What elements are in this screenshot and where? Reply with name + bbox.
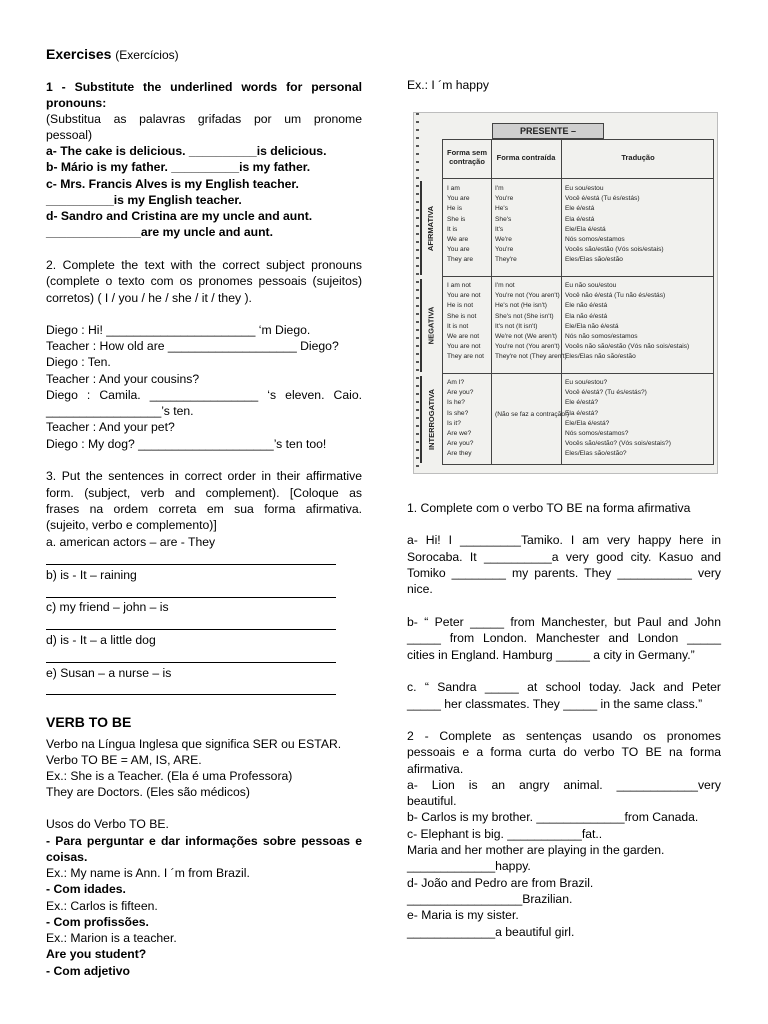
- table-cell: (Não se faz a contração.): [495, 411, 570, 418]
- right-ex1-item-a: a- Hi! I _________Tamiko. I am very happy here in: [407, 533, 721, 547]
- ex3-item-a: a. american actors – are - They: [46, 535, 216, 549]
- ex2-dialogue-line: Teacher : And your pet?: [46, 420, 175, 434]
- verb-usage: Are you student?: [46, 947, 147, 961]
- ex2-dialogue-line: Diego : Camila. ________________ ‘s eleven. Caio.: [46, 388, 362, 402]
- table-cell: I'm You're He's She's It's We're You're They're: [495, 185, 517, 264]
- ex2-dialogue-line: Diego : Hi! ______________________ ‘m Diego.: [46, 323, 311, 337]
- ex2-dialogue-line: _________________’s ten.: [46, 404, 194, 418]
- right-ex1-item-b: cities in England. Hamburg _____ a city in Germany.”: [407, 648, 695, 662]
- ex1-item-a: a- The cake is delicious. __________is delicious.: [46, 144, 327, 158]
- ex1-item-d: ______________are my uncle and aunt.: [46, 225, 273, 239]
- right-ex2-item-c: _____________happy.: [407, 859, 531, 873]
- right-ex2-item-a: a- Lion is an angry animal. ____________very: [407, 778, 721, 792]
- answer-line: [46, 662, 336, 663]
- right-ex2-item-d: _________________Brazilian.: [407, 892, 573, 906]
- right-ex2-item-d: d- João and Pedro are from Brazil.: [407, 876, 594, 890]
- ex1-item-c: __________is my English teacher.: [46, 193, 242, 207]
- verb-usage: - Com idades.: [46, 882, 126, 896]
- verb-description: Verbo na Língua Inglesa que significa SER ou ESTAR.: [46, 737, 342, 751]
- table-grid: [442, 139, 714, 465]
- ex1-instruction: pronouns:: [46, 96, 107, 110]
- example-line: Ex.: I ´m happy: [407, 78, 489, 92]
- ex3-instruction: 3. Put the sentences in correct order in their affirmative: [46, 469, 362, 483]
- verb-usage: coisas.: [46, 850, 88, 864]
- answer-line: [46, 629, 336, 630]
- column-header: Tradução: [621, 153, 655, 162]
- right-ex2-item-a: beautiful.: [407, 794, 457, 808]
- right-ex1-item-b: b- “ Peter _____ from Manchester, but Paul and John: [407, 615, 721, 629]
- verb-example: Ex.: She is a Teacher. (Ela é uma Professora): [46, 769, 293, 783]
- ex3-item-e: e) Susan – a nurse – is: [46, 666, 172, 680]
- verb-description: Verbo TO BE = AM, IS, ARE.: [46, 753, 202, 767]
- verb-to-be-heading: VERB TO BE: [46, 714, 132, 730]
- ex1-item-b: b- Mário is my father. __________is my father.: [46, 160, 311, 174]
- verb-usage: - Para perguntar e dar informações sobre pessoas e: [46, 834, 362, 848]
- verb-usage: Ex.: My name is Ann. I ´m from Brazil.: [46, 866, 250, 880]
- ex3-item-d: d) is - It – a little dog: [46, 633, 156, 647]
- right-ex2-item-e: e- Maria is my sister.: [407, 908, 519, 922]
- ex1-instruction: 1 - Substitute the underlined words for personal: [46, 80, 362, 94]
- verb-to-be-table: [413, 112, 718, 474]
- section-bracket: [420, 376, 425, 463]
- right-ex1-item-a: Tomiko ________ my parents. They ___________ very: [407, 566, 721, 580]
- verb-example: They are Doctors. (Eles são médicos): [46, 785, 250, 799]
- right-ex2-item-b: b- Carlos is my brother. _____________from Canada.: [407, 810, 699, 824]
- ex2-instruction: corretos) ( I / you / he / she / it / they ).: [46, 291, 252, 305]
- section-bracket: [420, 181, 425, 275]
- ex2-dialogue-line: Teacher : How old are ___________________ Diego?: [46, 339, 339, 353]
- table-cell: I am You are He is She is It is We are You are They are: [447, 185, 474, 264]
- right-ex1-item-c: _____ her classmates. They _____ in the same class.”: [407, 697, 703, 711]
- right-ex1-title: 1. Complete com o verbo TO BE na forma afirmativa: [407, 501, 691, 515]
- ex1-instruction-pt: (Substitua as palavras grifadas por um pronome: [46, 112, 362, 126]
- right-ex2-instruction: pessoais e a forma curta do verbo TO BE na forma: [407, 745, 721, 759]
- ex2-dialogue-line: Diego : My dog? ____________________’s ten too!: [46, 437, 327, 451]
- answer-line: [46, 564, 336, 565]
- column-header: Forma contraída: [496, 153, 556, 162]
- verb-usage: Ex.: Carlos is fifteen.: [46, 899, 158, 913]
- ex2-dialogue-line: Diego : Ten.: [46, 355, 111, 369]
- table-cell: Eu sou/estou? Você é/está? (Tu és/estás?) Ele é/está? Ela é/está? Ele/Ela é/está? Nós somos/estamos? Vocês são/estão? (Vós sois/estais?) Eles/Elas são/estão?: [565, 379, 671, 458]
- ex1-item-d: d- Sandro and Cristina are my uncle and aunt.: [46, 209, 313, 223]
- table-cell: Eu sou/estou Você é/está (Tu és/estás) Ele é/está Ela é/está Ele/Ela é/está Nós somos/estamos Vocês são/estão (Vós sois/estais) Eles/Elas são/estão: [565, 185, 664, 264]
- ex3-item-c: c) my friend – john – is: [46, 600, 169, 614]
- ex3-instruction: form. (subject, verb and complement). [Coloque as: [46, 486, 362, 500]
- right-ex2-item-c: c- Elephant is big. ___________fat..: [407, 827, 603, 841]
- table-cell: Eu não sou/estou Você não é/está (Tu não és/estás) Ele não é/está Ela não é/está Ele/Ela não é/está Nós não somos/estamos Vocês não são/estão (Vós não sois/estais) Eles/Elas não são/estão: [565, 282, 690, 361]
- section-bracket: [420, 279, 425, 372]
- column-header: Forma sem contração: [446, 148, 488, 166]
- ex3-instruction: frases na ordem correta em sua forma afirmativa.: [46, 502, 362, 516]
- page-title: Exercises (Exercícios): [46, 46, 179, 62]
- answer-line: [46, 597, 336, 598]
- right-ex2-instruction: 2 - Complete as sentenças usando os pronomes: [407, 729, 721, 743]
- right-ex1-item-a: nice.: [407, 582, 433, 596]
- verb-usage: Usos do Verbo TO BE.: [46, 817, 169, 831]
- right-ex1-item-a: Sorocaba. It __________a very good city. Kasuo and: [407, 550, 721, 564]
- section-label-affirmative: AFIRMATIVA: [426, 205, 436, 251]
- section-label-negative: NEGATIVA: [426, 306, 436, 345]
- table-cell: I am not You are not He is not She is not It is not We are not You are not They are not: [447, 282, 485, 361]
- ex2-instruction: 2. Complete the text with the correct subject pronouns: [46, 258, 362, 272]
- right-ex1-item-b: _____ from London. Manchester and London _____: [407, 631, 721, 645]
- ex1-instruction-pt: pessoal): [46, 128, 93, 142]
- ex2-dialogue-line: Teacher : And your cousins?: [46, 372, 200, 386]
- right-ex2-item-c: Maria and her mother are playing in the garden.: [407, 843, 665, 857]
- section-label-interrogative: INTERROGATIVA: [426, 389, 436, 450]
- verb-usage: - Com profissões.: [46, 915, 149, 929]
- verb-usage: Ex.: Marion is a teacher.: [46, 931, 177, 945]
- right-ex2-instruction: afirmativa.: [407, 762, 464, 776]
- answer-line: [46, 694, 336, 695]
- right-ex1-item-c: c. “ Sandra _____ at school today. Jack and Peter: [407, 680, 721, 694]
- ex1-item-c: c- Mrs. Francis Alves is my English teacher.: [46, 177, 299, 191]
- ex2-instruction: (complete o texto com os pronomes pessoais (sujeitos): [46, 274, 362, 288]
- right-ex2-item-e: _____________a beautiful girl.: [407, 925, 575, 939]
- ex3-instruction: (sujeito, verbo e complemento)]: [46, 518, 217, 532]
- binder-holes: [416, 113, 419, 473]
- table-title: PRESENTE –: [492, 123, 604, 139]
- verb-usage: - Com adjetivo: [46, 964, 130, 978]
- table-cell: Am I? Are you? Is he? Is she? Is it? Are we? Are you? Are they: [447, 379, 474, 458]
- table-cell: I'm not You're not (You aren't) He's not (He isn't) She's not (She isn't) It's not (It isn't) We're not (We aren't) You're not (You aren't) They're not (They aren't): [495, 282, 567, 361]
- ex3-item-b: b) is - It – raining: [46, 568, 137, 582]
